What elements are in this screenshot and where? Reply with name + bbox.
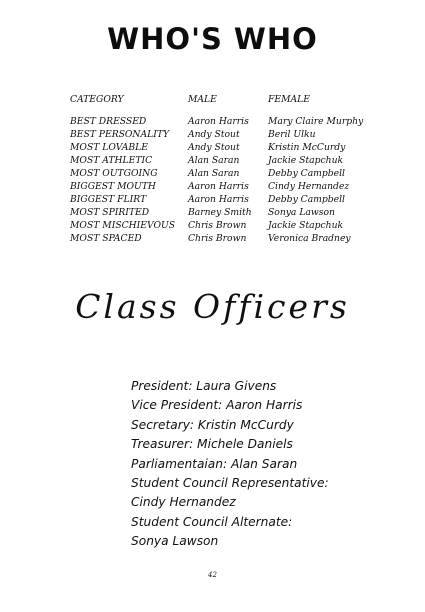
officer-line: Cindy Hernandez	[131, 495, 236, 510]
category-cell: BEST DRESSED	[70, 116, 147, 127]
male-cell: Chris Brown	[188, 233, 247, 244]
officer-line: Student Council Representative:	[131, 475, 329, 490]
female-cell: Debby Campbell	[268, 168, 345, 179]
category-cell: BIGGEST FLIRT	[70, 194, 147, 205]
male-cell: Andy Stout	[188, 129, 240, 140]
category-cell: MOST SPACED	[70, 233, 142, 244]
category-cell: MOST OUTGOING	[70, 168, 158, 179]
column-header-category: CATEGORY	[70, 94, 124, 105]
officer-line: Parliamentaian: Alan Saran	[131, 456, 298, 471]
officer-line: President: Laura Givens	[131, 379, 277, 393]
female-cell: Jackie Stapchuk	[268, 220, 344, 231]
female-cell: Mary Claire Murphy	[268, 116, 364, 127]
column-header-male: MALE	[188, 94, 217, 105]
class-officers-list	[131, 377, 329, 552]
male-cell: Alan Saran	[188, 168, 240, 179]
female-cell: Kristin McCurdy	[268, 142, 346, 153]
male-cell: Aaron Harris	[188, 116, 249, 127]
page-number: 42	[208, 571, 217, 579]
male-cell: Andy Stout	[188, 142, 240, 153]
male-cell: Alan Saran	[188, 155, 240, 166]
column-header-female: FEMALE	[268, 94, 310, 105]
male-cell: Chris Brown	[188, 220, 247, 231]
page-title: WHO'S WHO	[107, 22, 318, 56]
officer-line: Student Council Alternate:	[131, 514, 293, 529]
category-cell: MOST SPIRITED	[70, 207, 150, 218]
category-cell: BIGGEST MOUTH	[70, 181, 156, 192]
category-cell: MOST ATHLETIC	[70, 155, 153, 166]
female-cell: Veronica Bradney	[268, 233, 351, 244]
category-cell: BEST PERSONALITY	[70, 129, 170, 140]
female-cell: Beril Ulku	[268, 129, 316, 140]
officer-line: Secretary: Kristin McCurdy	[131, 417, 294, 432]
category-cell: MOST MISCHIEVOUS	[70, 220, 176, 231]
officer-line: Treasurer: Michele Daniels	[131, 437, 293, 452]
category-cell: MOST LOVABLE	[70, 142, 148, 153]
female-cell: Debby Campbell	[268, 194, 345, 205]
officer-line: Vice President: Aaron Harris	[131, 398, 303, 413]
class-officers-heading: Class Officers	[75, 287, 350, 326]
female-cell: Jackie Stapchuk	[268, 155, 344, 166]
officer-line: Sonya Lawson	[131, 534, 219, 549]
female-cell: Cindy Hernandez	[268, 181, 350, 192]
female-cell: Sonya Lawson	[268, 207, 335, 218]
male-cell: Aaron Harris	[188, 194, 249, 205]
male-cell: Aaron Harris	[188, 181, 249, 192]
male-cell: Barney Smith	[188, 207, 252, 218]
